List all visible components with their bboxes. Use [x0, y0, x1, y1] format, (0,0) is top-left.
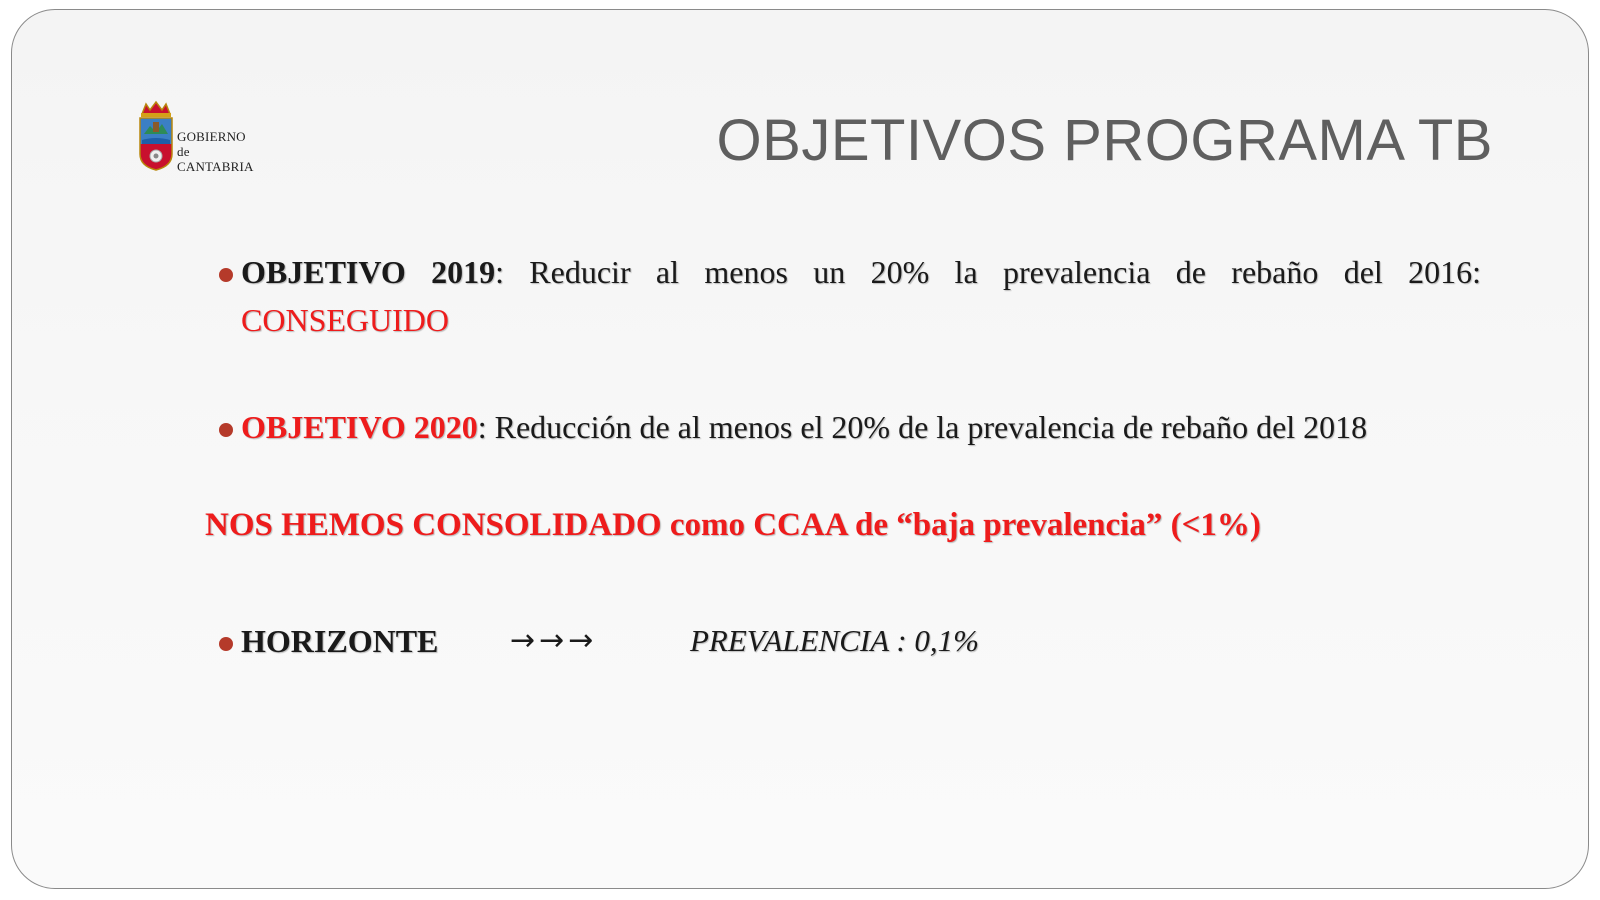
consolidation-statement: NOS HEMOS CONSOLIDADO como CCAA de “baja prevalencia” (<1%) — [205, 507, 1261, 543]
bullet-icon — [219, 423, 233, 437]
bullet-icon — [219, 637, 233, 651]
objective-2020-label: OBJETIVO 2020 — [241, 409, 478, 445]
prevalencia-target: PREVALENCIA : 0,1% — [690, 623, 980, 658]
slide-title: OBJETIVOS PROGRAMA TB — [716, 108, 1493, 173]
logo-line-cantabria: CANTABRIA — [177, 159, 254, 174]
logo-line-de: de — [177, 144, 190, 159]
gobierno-cantabria-logo — [136, 100, 296, 180]
objective-2020 — [241, 403, 1501, 451]
objective-2019-text: : Reducir al menos un 20% la prevalencia de rebaño del 2016: — [495, 254, 1482, 290]
logo-line-gobierno: GOBIERNO — [177, 129, 246, 144]
bullet-icon — [219, 268, 233, 282]
coat-of-arms-icon — [136, 100, 176, 172]
arrows-icon: →→→ — [510, 623, 598, 658]
objective-2019-label: OBJETIVO 2019 — [241, 254, 496, 290]
objective-2019 — [241, 248, 1481, 344]
objective-2019-status: CONSEGUIDO — [241, 302, 449, 338]
logo-text — [177, 129, 254, 174]
horizonte-label: HORIZONTE — [241, 623, 439, 659]
objective-2020-text: : Reducción de al menos el 20% de la prevalencia de rebaño del 2018 — [477, 409, 1368, 445]
slide — [11, 9, 1589, 889]
